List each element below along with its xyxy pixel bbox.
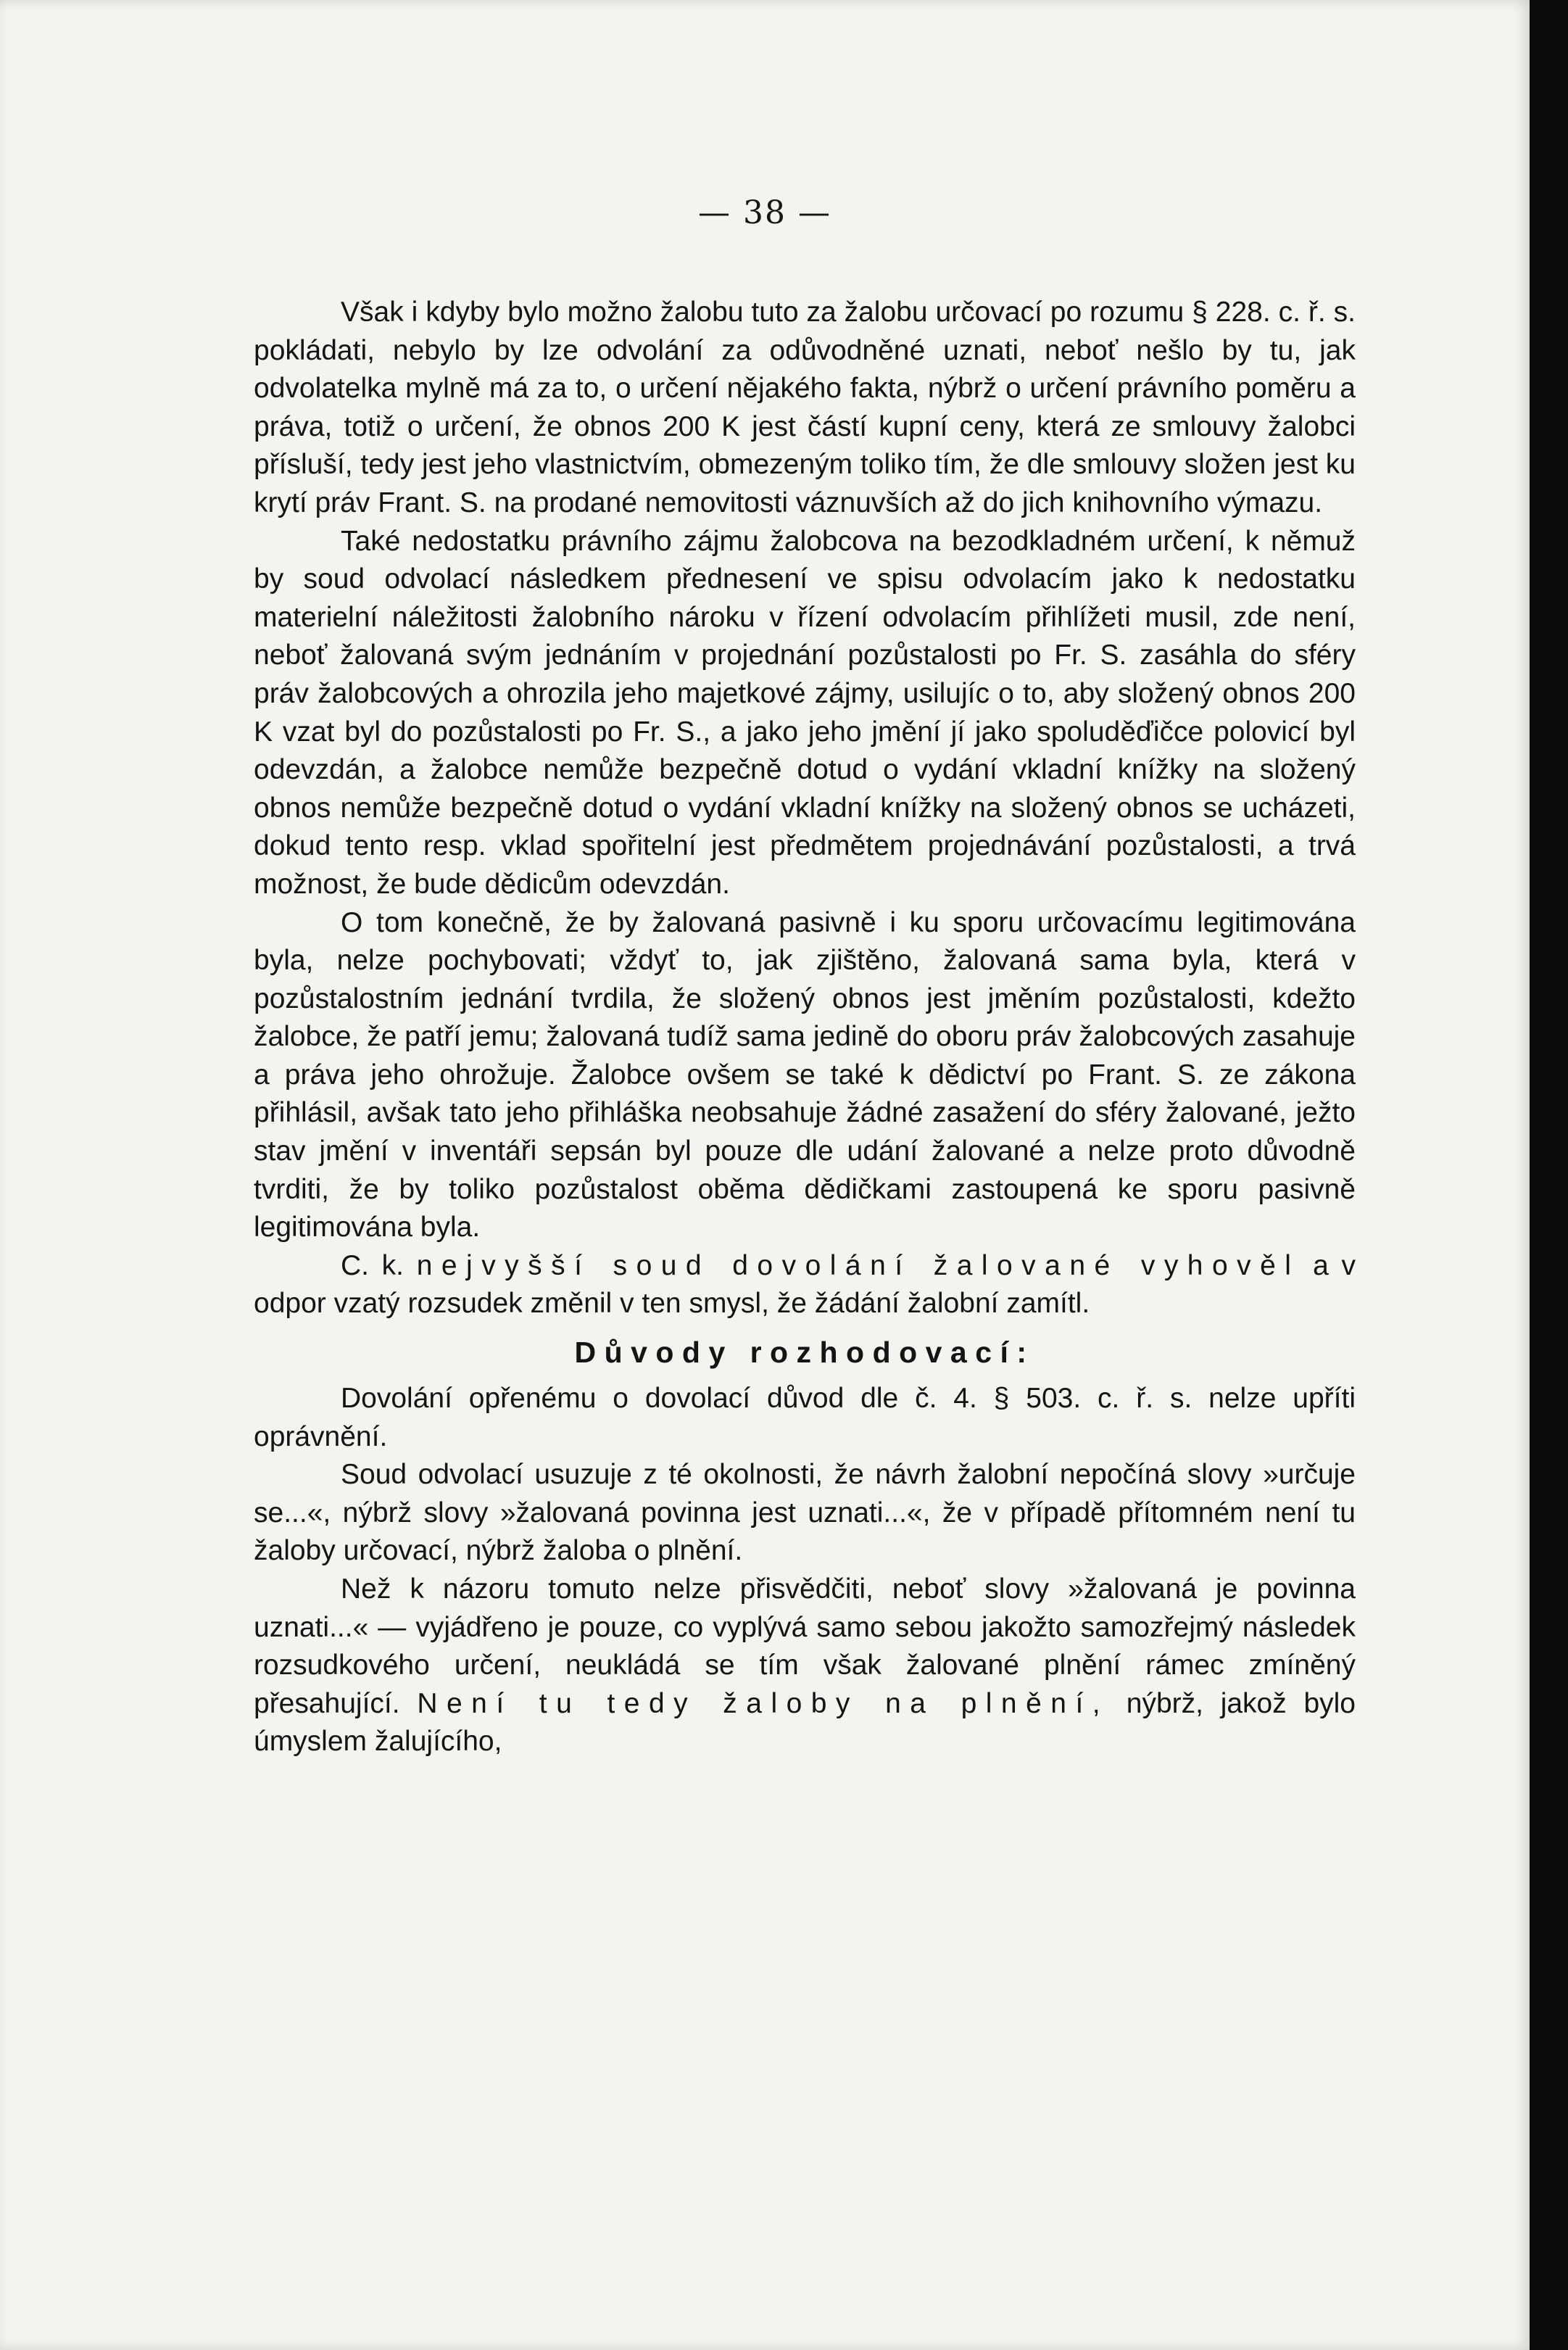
verdict-rest: a v odpor vzatý rozsudek změnil v ten smysl, že žádání žalobní zamítl. (254, 1249, 1356, 1320)
paragraph-2: Také nedostatku právního zájmu žalobcova na bezodkladném určení, k němuž by soud odvolací následkem přednesení ve spisu odvolacím jako k nedostatku materielní náležitosti žalobního nároku v řízení odvolacím přihlížeti musil, zde není, neboť žalovaná svým jednáním v projednání pozůstalosti po Fr. S. zasáhla do sféry práv žalobcových a ohrozila jeho majetkové zájmy, usilujíc o to, aby složený obnos 200 K vzat byl do pozůstalosti po Fr. S., a jako jeho jmění jí jako spoluděďičce polovicí byl odevzdán, a žalobce nemůže bezpečně dotud o vydání vkladní knížky na složený obnos nemůže bezpečně dotud o vydání vkladní knížky na složený obnos se ucházeti, dokud tento resp. vklad spořitelní jest předmětem projednávání pozůstalosti, a trvá možnost, že bude dědicům odevzdán. (254, 525, 1356, 900)
page-number: — 38 — (698, 194, 831, 231)
reason-paragraph-2: Soud odvolací usuzuje z té okolnosti, že návrh žalobní nepočíná slovy »určuje se...«, nýbrž slovy »žalovaná povinna jest uznati...«, že v případě přítomném není tu žaloby určovací, nýbrž žaloba o plnění. (254, 1459, 1356, 1567)
last-paragraph-text: Než k názoru tomuto nelze přisvědčiti, neboť slovy »žalovaná je povinna uznati...« — vyjádřeno je pouze, co vyplývá samo sebou jakožto samozřejmý následek rozsudkového určení, neukládá se tím však žalované plnění rámec zmíněný přesahující. (254, 1573, 1356, 1719)
verdict-prefix: C. k. (341, 1249, 405, 1281)
paragraph-1: Však i kdyby bylo možno žalobu tuto za žalobu určovací po rozumu § 228. c. ř. s. pokládati, nebylo by lze odvolání za odůvodněné uznati, neboť nešlo by tu, jak odvolatelka mylně má za to, o určení nějakého fakta, nýbrž o určení právního poměru a práva, totiž o určení, že obnos 200 K jest částí kupní ceny, která ze smlouvy žalobci přísluší, tedy jest jeho vlastnictvím, obmezeným toliko tím, že dle smlouvy složen jest ku krytí práv Frant. S. na prodané nemovitosti váznuvších až do jich knihovního výmazu. (254, 297, 1356, 518)
verdict-paragraph (254, 1247, 1356, 1323)
reason-paragraph-1: Dovolání opřenému o dovolací důvod dle č. 4. § 503. c. ř. s. nelze upříti oprávnění. (254, 1383, 1356, 1452)
page-body (254, 294, 1356, 1761)
last-paragraph (254, 1571, 1356, 1761)
verdict-court: nejvyšší soud dovolání žalované vyhověl (416, 1249, 1301, 1281)
last-paragraph-spaced: Není tu tedy žaloby na plnění, (417, 1687, 1110, 1719)
paragraph-3: O tom konečně, že by žalovaná pasivně i ku sporu určovacímu legitimována byla, nelze pochybovati; vždyť to, jak zjištěno, žalovaná sama byla, která v pozůstalostním jednání tvrdila, že složený obnos jest jměním pozůstalosti, kdežto žalobce, že patří jemu; žalovaná tudíž sama jedině do oboru práv žalobcových zasahuje a práva jeho ohrožuje. Žalobce ovšem se také k dědictví po Frant. S. ze zákona přihlásil, avšak tato jeho přihláška neobsahuje žádné zasažení do sféry žalované, ježto stav jmění v inventáři sepsán byl pouze dle udání žalované a nelze proto důvodně tvrditi, že by toliko pozůstalost oběma dědičkami zastoupená ke sporu pasivně legitimována byla. (254, 906, 1356, 1244)
section-heading: Důvody rozhodovací: (574, 1336, 1035, 1370)
last-paragraph-tail: nýbrž, jakož bylo úmyslem žalujícího, (254, 1687, 1356, 1758)
